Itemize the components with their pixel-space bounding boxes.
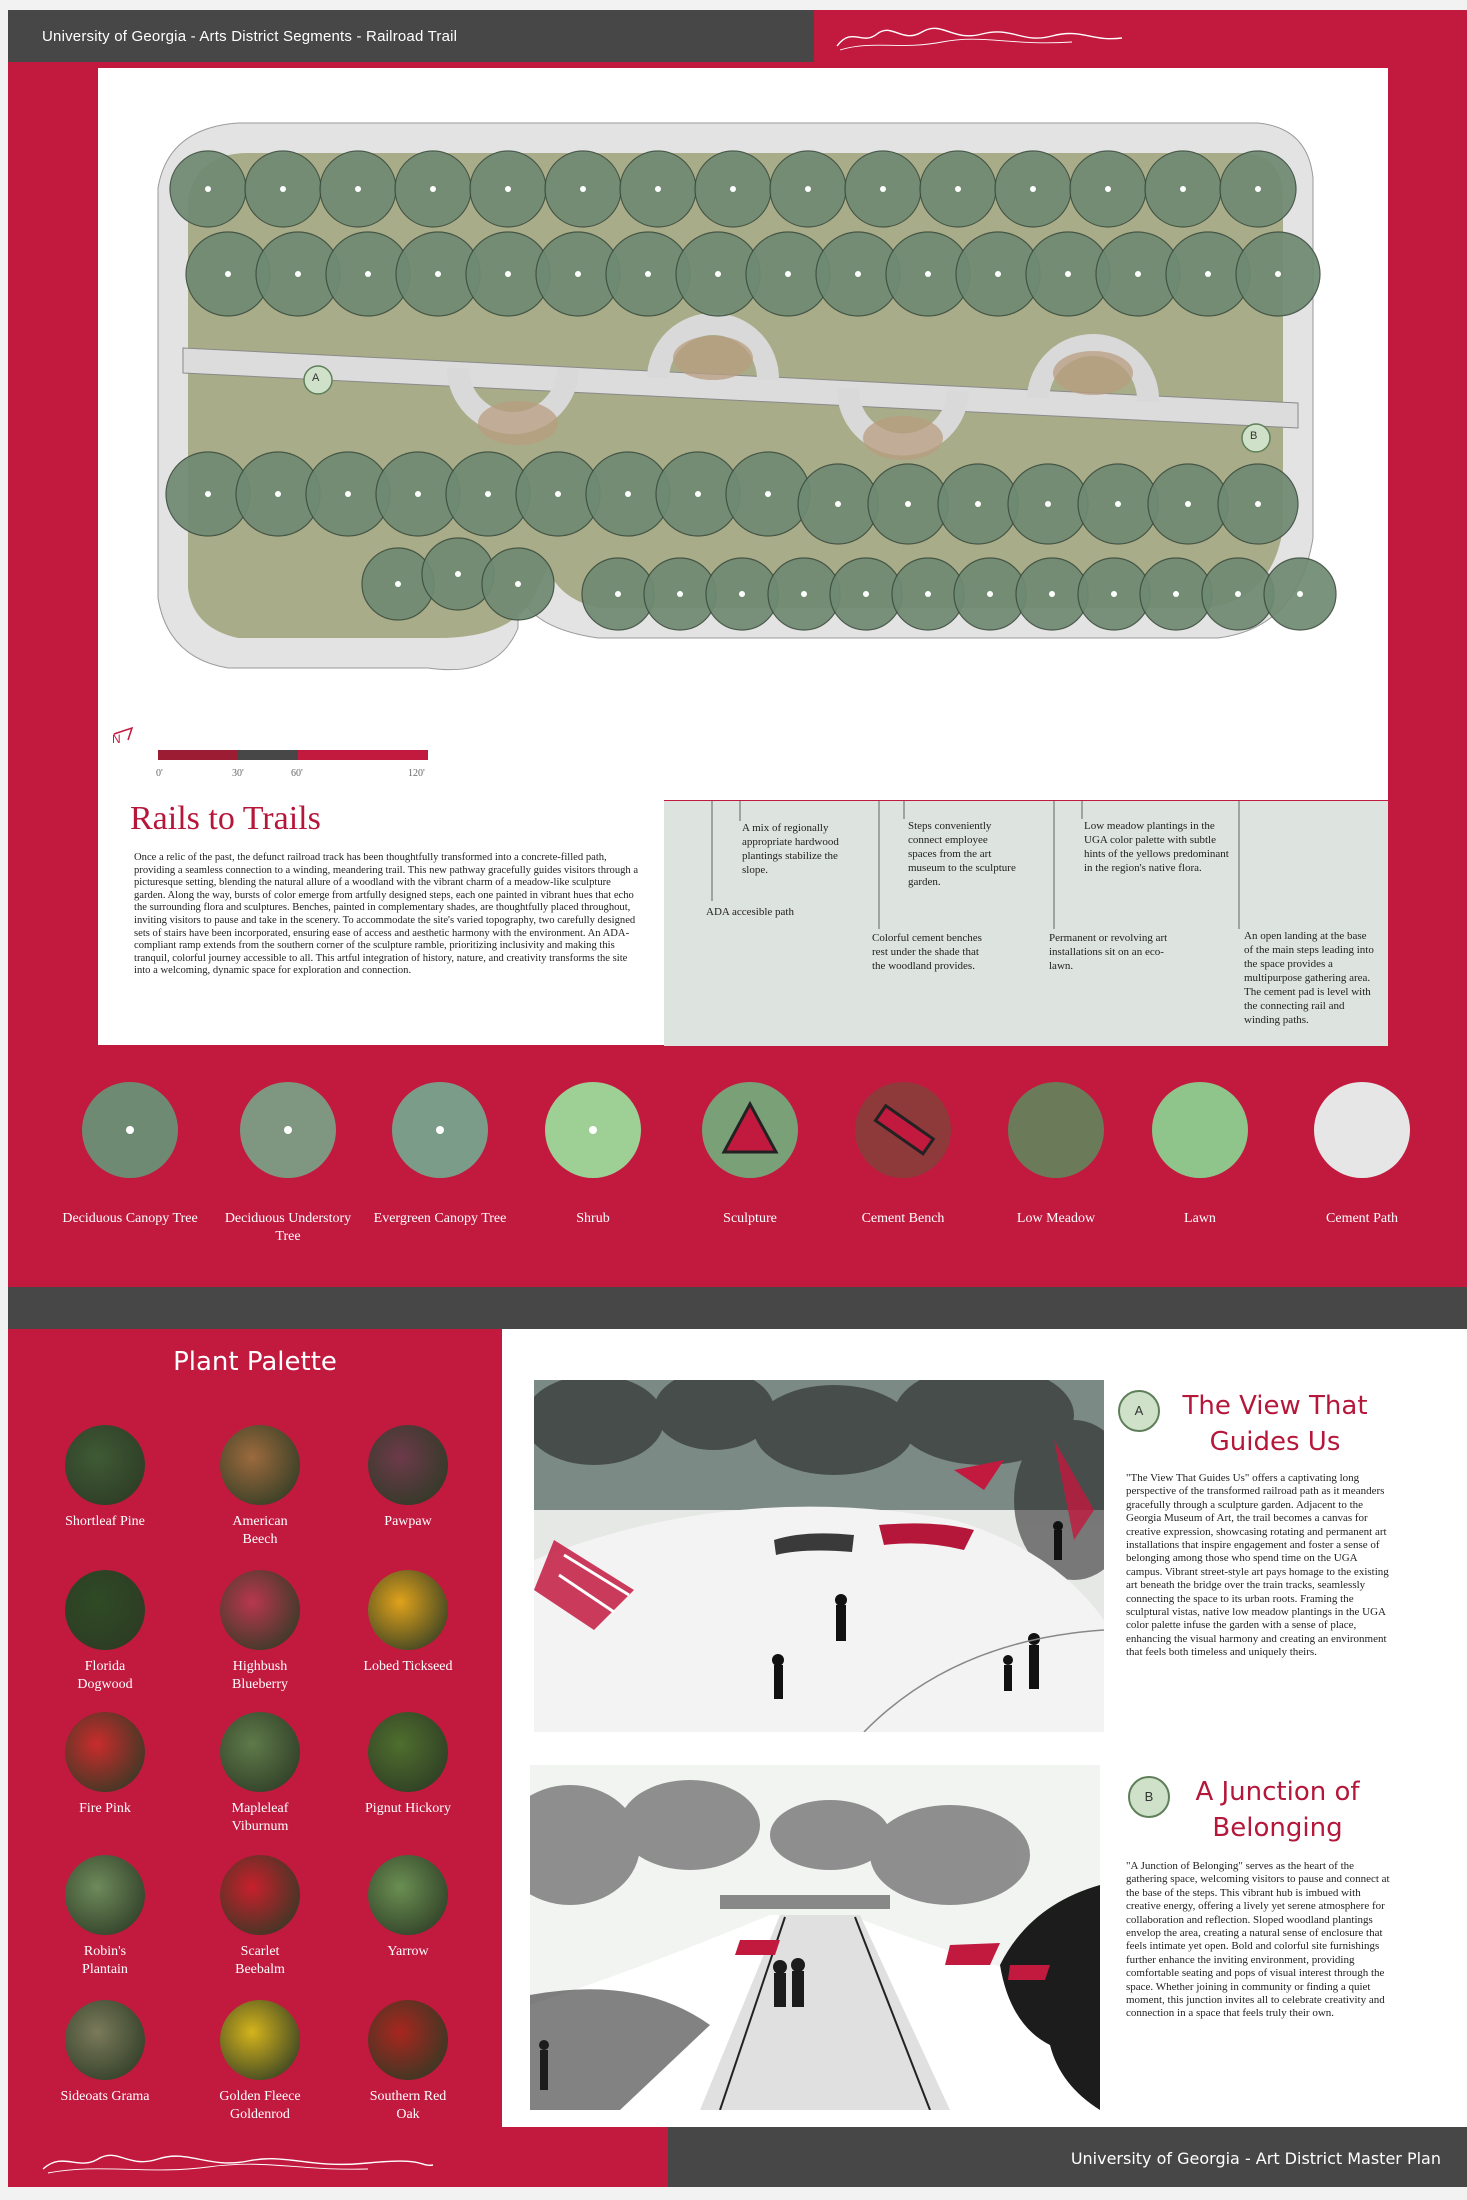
plant-label: Pawpaw bbox=[384, 1514, 432, 1529]
header-accent bbox=[814, 10, 1467, 62]
tree-trunk-dot bbox=[863, 591, 869, 597]
callout-art: Permanent or revolving art installations sit on an eco-lawn. bbox=[1049, 932, 1168, 972]
tree-trunk-dot bbox=[365, 271, 371, 277]
tree-trunk-dot bbox=[987, 591, 993, 597]
footer-accent bbox=[8, 2127, 668, 2187]
view-a-title-line2: Guides Us bbox=[1209, 1427, 1341, 1457]
plant-label: American Beech bbox=[232, 1514, 288, 1547]
plant-label: Lobed Tickseed bbox=[363, 1659, 453, 1674]
footer-bar bbox=[668, 2127, 1467, 2187]
plant-palette-title: Plant Palette bbox=[173, 1347, 337, 1377]
plant-photo bbox=[65, 1712, 145, 1792]
sculpture-icon bbox=[702, 1082, 798, 1178]
plant-photo bbox=[220, 1570, 300, 1650]
scale-tick-0: 0' bbox=[156, 768, 163, 779]
tree-trunk-dot bbox=[1255, 501, 1261, 507]
tree-trunk-dot bbox=[1045, 501, 1051, 507]
legend-label: Evergreen Canopy Tree bbox=[373, 1211, 507, 1226]
marker-a: A bbox=[312, 372, 320, 384]
tree-trunk-dot bbox=[905, 501, 911, 507]
intro-block bbox=[98, 800, 664, 1045]
footer-scribble bbox=[38, 2141, 438, 2181]
lawn-icon bbox=[1152, 1082, 1248, 1178]
plant-photo bbox=[220, 1425, 300, 1505]
view-b-badge: B bbox=[1128, 1776, 1170, 1818]
tree-trunk-dot bbox=[485, 491, 491, 497]
legend-label: Lawn bbox=[1184, 1211, 1216, 1226]
plant-label: Golden Fleece Goldenrod bbox=[219, 2089, 301, 2122]
plant-label: Yarrow bbox=[387, 1944, 429, 1959]
tree-trunk-dot bbox=[515, 581, 521, 587]
tree-trunk-dot bbox=[205, 186, 211, 192]
legend-label: Cement Bench bbox=[861, 1211, 945, 1226]
tree-trunk-dot bbox=[1297, 591, 1303, 597]
plant-label: Florida Dogwood bbox=[77, 1659, 133, 1692]
plant-label: Fire Pink bbox=[79, 1801, 131, 1816]
tree-trunk-dot bbox=[1235, 591, 1241, 597]
plant-photo bbox=[368, 1570, 448, 1650]
tree-trunk-dot bbox=[855, 271, 861, 277]
plant-photo bbox=[368, 2000, 448, 2080]
tree-trunk-dot bbox=[355, 186, 361, 192]
view-a-badge: A bbox=[1118, 1390, 1160, 1432]
scribble-decoration bbox=[832, 16, 1132, 56]
callout-ada: ADA accesible path bbox=[706, 906, 794, 918]
intro-body: Once a relic of the past, the defunct railroad track has been thoughtfully transformed into a concrete-filled path, providing a seamless connection to a winding, meandering trail. This new pathway gracefully guides visitors through a picturesque setting, blending the natural allure of a woodland with the vibrant charm of a meadow-like sculpture garden. Along the way, bursts of color emerge from artfully designed steps, each one painted in vibrant hues that echo the surrounding flora and sculptures. Benches, painted in complementary shades, are thoughtfully placed throughout, inviting visitors to pause and take in the scenery. To accommodate the site's varied topography, two carefully designed sets of stairs have been incorporated, ensuring ease of access and aesthetic harmony with the environment. An ADA-compliant ramp extends from the southern corner of the sculpture ramble, prioritizing inclusivity and making this tranquil, colorful journey accessible to all. This artful integration of history, nature, and creativity transforms the site into a welcoming, dynamic space for exploration and connection. bbox=[134, 852, 639, 977]
tree-trunk-dot bbox=[1105, 186, 1111, 192]
tree-trunk-dot bbox=[295, 271, 301, 277]
scale-tick-120: 120' bbox=[408, 768, 425, 779]
callout-benches: Colorful cement benches rest under the shade that the woodland provides. bbox=[872, 932, 982, 972]
tree-trunk-dot bbox=[225, 271, 231, 277]
tree-trunk-dot bbox=[1065, 271, 1071, 277]
plant-photo bbox=[65, 1425, 145, 1505]
tree-trunk-dot bbox=[695, 491, 701, 497]
view-a-title-line1: The View That bbox=[1182, 1391, 1368, 1421]
plant-photo bbox=[65, 2000, 145, 2080]
tree-trunk-dot bbox=[1275, 271, 1281, 277]
tree-trunk-dot bbox=[430, 186, 436, 192]
tree-trunk-dot bbox=[415, 491, 421, 497]
tree-trunk-dot bbox=[925, 271, 931, 277]
tree-trunk-dot bbox=[1111, 591, 1117, 597]
tree-trunk-dot bbox=[785, 271, 791, 277]
tree-trunk-dot bbox=[715, 271, 721, 277]
plant-photo bbox=[368, 1855, 448, 1935]
callout-leaders bbox=[664, 801, 1388, 1046]
plant-label: Pignut Hickory bbox=[365, 1801, 451, 1816]
view-a-body: "The View That Guides Us" offers a captivating long perspective of the transformed railroad path as it meanders gracefully through a sculpture garden. Adjacent to the Georgia Museum of Art, the trail becomes a canvas for creative expression, showcasing rotating and permanent art installations that inspire engagement and foster a sense of belonging among those who spend time on the UGA campus. Vibrant street-style art pays homage to the existing art beneath the bridge over the train tracks, seamlessly connecting the space to its urban roots. Framing the sculptural vistas, native low meadow plantings in the UGA color palette infuse the garden with a sense of place, enhancing the visual harmony and creating an environment that feels both timeless and uniquely theirs. bbox=[1126, 1472, 1389, 1659]
low-meadow-icon bbox=[1008, 1082, 1104, 1178]
tree-trunk-dot bbox=[655, 186, 661, 192]
cement-path-icon bbox=[1314, 1082, 1410, 1178]
header-title: University of Georgia - Arts District Segments - Railroad Trail bbox=[42, 28, 458, 45]
tree-trunk-dot bbox=[275, 491, 281, 497]
rendering-a bbox=[534, 1380, 1104, 1732]
plant-photo bbox=[220, 1855, 300, 1935]
tree-trunk-dot bbox=[1255, 186, 1261, 192]
scale-tick-30: 30' bbox=[232, 768, 244, 779]
section-divider bbox=[8, 1287, 1467, 1329]
rendering-b bbox=[530, 1765, 1100, 2110]
tree-trunk-dot bbox=[575, 271, 581, 277]
plant-photo bbox=[65, 1570, 145, 1650]
tree-trunk-dot bbox=[975, 501, 981, 507]
site-plan bbox=[98, 68, 1388, 800]
tree-trunk-dot bbox=[765, 491, 771, 497]
tree-trunk-dot bbox=[677, 591, 683, 597]
tree-trunk-dot bbox=[205, 491, 211, 497]
plant-photo bbox=[368, 1425, 448, 1505]
plant-label: Sideoats Grama bbox=[60, 2089, 150, 2104]
callout-steps: Steps conveniently connect employee spaces from the art museum to the sculpture garden. bbox=[908, 820, 1016, 888]
deciduous-understory-tree-icon bbox=[240, 1082, 336, 1178]
tree-trunk-dot bbox=[955, 186, 961, 192]
tree-trunk-dot bbox=[395, 581, 401, 587]
callout-panel bbox=[664, 800, 1388, 1046]
legend-label: Deciduous Understory Tree bbox=[224, 1211, 352, 1244]
tree-trunk-dot bbox=[730, 186, 736, 192]
plant-photo bbox=[65, 1855, 145, 1935]
tree-trunk-dot bbox=[455, 571, 461, 577]
north-arrow-label: N bbox=[112, 732, 121, 746]
tree-trunk-dot bbox=[880, 186, 886, 192]
view-b-title-line2: Belonging bbox=[1212, 1813, 1343, 1843]
tree-trunk-dot bbox=[645, 271, 651, 277]
callout-landing: An open landing at the base of the main steps leading into the space provides a multipurpose gathering area. The cement pad is level with the connecting rail and winding paths. bbox=[1244, 930, 1374, 1026]
plant-label: Southern Red Oak bbox=[369, 2089, 447, 2122]
tree-trunk-dot bbox=[1205, 271, 1211, 277]
tree-trunk-dot bbox=[580, 186, 586, 192]
site-plan-drawing bbox=[98, 68, 1388, 800]
tree-trunk-dot bbox=[805, 186, 811, 192]
plant-label: Robin's Plantain bbox=[82, 1944, 128, 1977]
rendering-b-image bbox=[530, 1765, 1100, 2110]
header-bar bbox=[8, 10, 814, 62]
evergreen-canopy-tree-icon bbox=[392, 1082, 488, 1178]
plant-photo bbox=[220, 1712, 300, 1792]
plant-photo bbox=[220, 2000, 300, 2080]
tree-trunk-dot bbox=[435, 271, 441, 277]
view-b-body: "A Junction of Belonging" serves as the heart of the gathering space, welcoming visitors to pause and connect at the base of the steps. This vibrant hub is imbued with creative energy, offering a lively yet serene atmosphere for collaboration and reflection. Sloped woodland plantings envelop the area, creating a natural sense of enclosure that feels intimate yet open. Bold and colorful site furnishings further enhance the inviting environment, providing comfortable seating and pops of visual interest through the space. Whether joining in community or finding a quiet moment, this junction invites all to celebrate creativity and connection in a space that feels truly their own. bbox=[1126, 1860, 1390, 2020]
footer-title: University of Georgia - Art District Master Plan bbox=[1070, 2149, 1441, 2168]
tree-trunk-dot bbox=[1115, 501, 1121, 507]
tree-trunk-dot bbox=[835, 501, 841, 507]
tree-trunk-dot bbox=[1180, 186, 1186, 192]
shrub-icon bbox=[545, 1082, 641, 1178]
rendering-a-image bbox=[534, 1380, 1104, 1732]
plant-photo bbox=[368, 1712, 448, 1792]
view-b-title-line1: A Junction of bbox=[1195, 1777, 1360, 1807]
tree-trunk-dot bbox=[925, 591, 931, 597]
intro-title: Rails to Trails bbox=[130, 800, 321, 837]
tree-trunk-dot bbox=[995, 271, 1001, 277]
tree-trunk-dot bbox=[739, 591, 745, 597]
plant-label: Highbush Blueberry bbox=[232, 1659, 288, 1692]
callout-meadow: Low meadow plantings in the UGA color palette with subtle hints of the yellows predominant in the region's native flora. bbox=[1084, 820, 1229, 874]
cement-bench-icon bbox=[855, 1082, 951, 1178]
tree-trunk-dot bbox=[505, 271, 511, 277]
legend-label: Sculpture bbox=[723, 1211, 777, 1226]
plant-label: Mapleleaf Viburnum bbox=[231, 1801, 289, 1834]
deciduous-canopy-tree-icon bbox=[82, 1082, 178, 1178]
tree-trunk-dot bbox=[1173, 591, 1179, 597]
tree-trunk-dot bbox=[615, 591, 621, 597]
tree-trunk-dot bbox=[505, 186, 511, 192]
tree-trunk-dot bbox=[1185, 501, 1191, 507]
tree-trunk-dot bbox=[625, 491, 631, 497]
tree-trunk-dot bbox=[1049, 591, 1055, 597]
plant-label: Shortleaf Pine bbox=[65, 1514, 145, 1529]
tree-trunk-dot bbox=[801, 591, 807, 597]
legend-label: Low Meadow bbox=[1016, 1211, 1096, 1226]
tree-trunk-dot bbox=[1135, 271, 1141, 277]
legend-label: Cement Path bbox=[1326, 1211, 1398, 1226]
tree-trunk-dot bbox=[345, 491, 351, 497]
legend-label: Deciduous Canopy Tree bbox=[62, 1211, 198, 1226]
legend-label: Shrub bbox=[576, 1211, 610, 1226]
tree-trunk-dot bbox=[555, 491, 561, 497]
marker-b: B bbox=[1250, 430, 1258, 442]
tree-trunk-dot bbox=[1030, 186, 1036, 192]
callout-hardwood: A mix of regionally appropriate hardwood plantings stabilize the slope. bbox=[742, 822, 839, 876]
plant-label: Scarlet Beebalm bbox=[235, 1944, 285, 1977]
scale-tick-60: 60' bbox=[291, 768, 303, 779]
tree-trunk-dot bbox=[280, 186, 286, 192]
